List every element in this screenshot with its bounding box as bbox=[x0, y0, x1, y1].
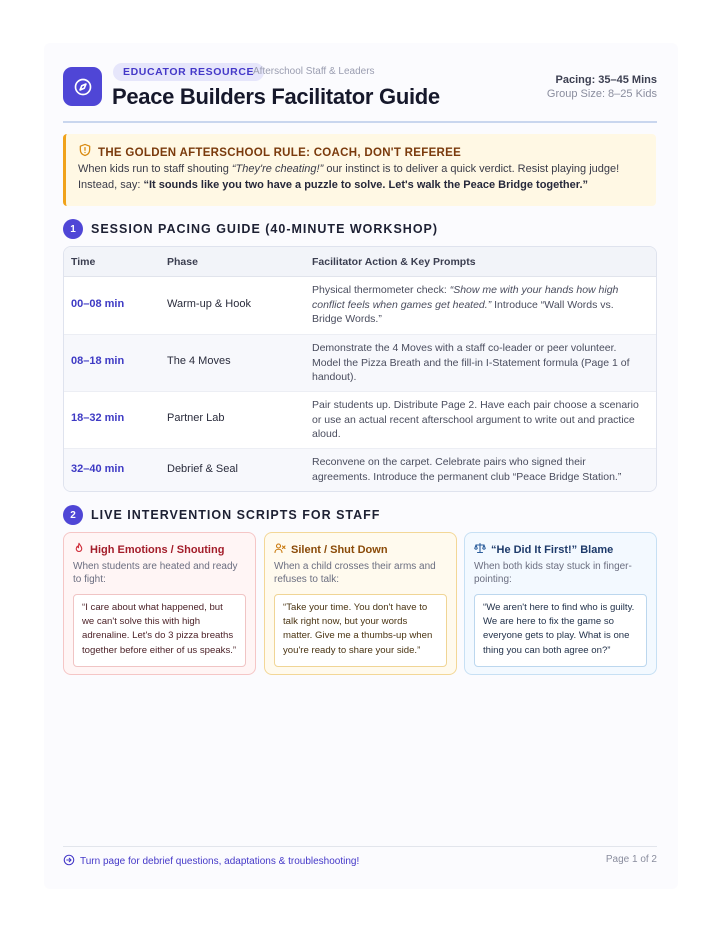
resource-badge: EDUCATOR RESOURCE bbox=[113, 63, 264, 81]
table-row bbox=[64, 392, 656, 449]
section-title: SESSION PACING GUIDE (40-MINUTE WORKSHOP) bbox=[91, 222, 439, 236]
script-quote: “Take your time. You don't have to talk right now, but your words matter. Give me a thumbs-up when you're ready to share your side.” bbox=[274, 594, 447, 667]
column-header: Phase bbox=[167, 256, 198, 268]
compass-icon bbox=[63, 67, 102, 106]
card-title: High Emotions / Shouting bbox=[73, 542, 224, 557]
session-meta bbox=[547, 73, 657, 101]
pacing-label: Pacing: 35–45 Mins bbox=[555, 74, 657, 86]
script-card-high-emotions bbox=[63, 532, 256, 675]
section-1-heading bbox=[63, 219, 438, 239]
action-cell: Reconvene on the carpet. Celebrate pairs who signed their agreements. Introduce the permanent club “Peace Bridge Station.” bbox=[312, 456, 622, 483]
column-header: Facilitator Action & Key Prompts bbox=[312, 256, 476, 268]
shield-alert-icon bbox=[78, 143, 92, 162]
pacing-table bbox=[63, 246, 657, 492]
phase-cell: Partner Lab bbox=[167, 412, 225, 424]
script-quote: “I care about what happened, but we can't solve this with high adrenaline. Let's do 3 pizza breaths together before either of us speaks.” bbox=[73, 594, 246, 667]
script-card-silent bbox=[264, 532, 457, 675]
page-number: Page 1 of 2 bbox=[605, 854, 657, 865]
section-title: LIVE INTERVENTION SCRIPTS FOR STAFF bbox=[91, 508, 381, 522]
next-page-link[interactable]: Turn page for debrief questions, adaptations & troubleshooting! bbox=[63, 854, 359, 869]
audience-label: Afterschool Staff & Leaders bbox=[253, 66, 375, 77]
table-row bbox=[64, 335, 656, 392]
action-cell: Physical thermometer check: “Show me with your hands how high conflict feels when games get heated.” Introduce “Wall Words vs. Bridge Words.” bbox=[312, 284, 619, 325]
user-x-icon bbox=[274, 542, 286, 557]
section-number: 2 bbox=[63, 505, 83, 525]
script-quote: “We aren't here to find who is guilty. We are here to fix the game so everyone gets to play. What is one thing you can both agree on?” bbox=[474, 594, 647, 667]
phase-cell: Debrief & Seal bbox=[167, 463, 238, 475]
group-size-label: Group Size: 8–25 Kids bbox=[546, 88, 657, 100]
arrow-circle-right-icon bbox=[63, 854, 75, 869]
action-cell: Pair students up. Distribute Page 2. Have each pair choose a scenario or use an actual recent afterschool argument to write out and practice aloud. bbox=[312, 399, 639, 440]
page-title: Peace Builders Facilitator Guide bbox=[112, 84, 440, 109]
phase-cell: The 4 Moves bbox=[167, 355, 231, 367]
time-cell: 00–08 min bbox=[71, 298, 125, 310]
table-header-row bbox=[64, 247, 656, 277]
card-title: “He Did It First!” Blame bbox=[474, 542, 613, 557]
script-card-blame bbox=[464, 532, 657, 675]
time-cell: 08–18 min bbox=[71, 355, 125, 367]
golden-rule-callout bbox=[63, 134, 656, 206]
phase-cell: Warm-up & Hook bbox=[167, 298, 251, 310]
time-cell: 32–40 min bbox=[71, 463, 125, 475]
guide-page bbox=[44, 43, 678, 889]
action-cell: Demonstrate the 4 Moves with a staff co-leader or peer volunteer. Model the Pizza Breath and the fill-in I-Statement formula (Page 1 of handout). bbox=[312, 342, 630, 383]
golden-rule-title: THE GOLDEN AFTERSCHOOL RULE: COACH, DON'T REFEREE bbox=[98, 146, 462, 159]
section-2-heading bbox=[63, 505, 380, 525]
header bbox=[63, 62, 657, 122]
golden-rule-heading bbox=[78, 143, 461, 162]
flame-icon bbox=[73, 542, 85, 557]
card-title: Silent / Shut Down bbox=[274, 542, 388, 557]
table-row bbox=[64, 277, 656, 335]
section-number: 1 bbox=[63, 219, 83, 239]
scale-icon bbox=[474, 542, 486, 557]
card-description: When a child crosses their arms and refuses to talk: bbox=[274, 561, 436, 585]
column-header: Time bbox=[71, 256, 96, 268]
card-description: When both kids stay stuck in finger-pointing: bbox=[474, 561, 632, 585]
table-row bbox=[64, 449, 656, 491]
card-description: When students are heated and ready to fight: bbox=[73, 561, 238, 585]
golden-rule-text: When kids run to staff shouting “They're cheating!” our instinct is to deliver a quick verdict. Resist playing judge! Instead, say: “It sounds like you two have a puzzle to solve. Let's walk the Peace Bridge together.” bbox=[78, 163, 620, 191]
time-cell: 18–32 min bbox=[71, 412, 125, 424]
header-divider bbox=[63, 121, 657, 123]
footer-divider bbox=[63, 846, 657, 847]
